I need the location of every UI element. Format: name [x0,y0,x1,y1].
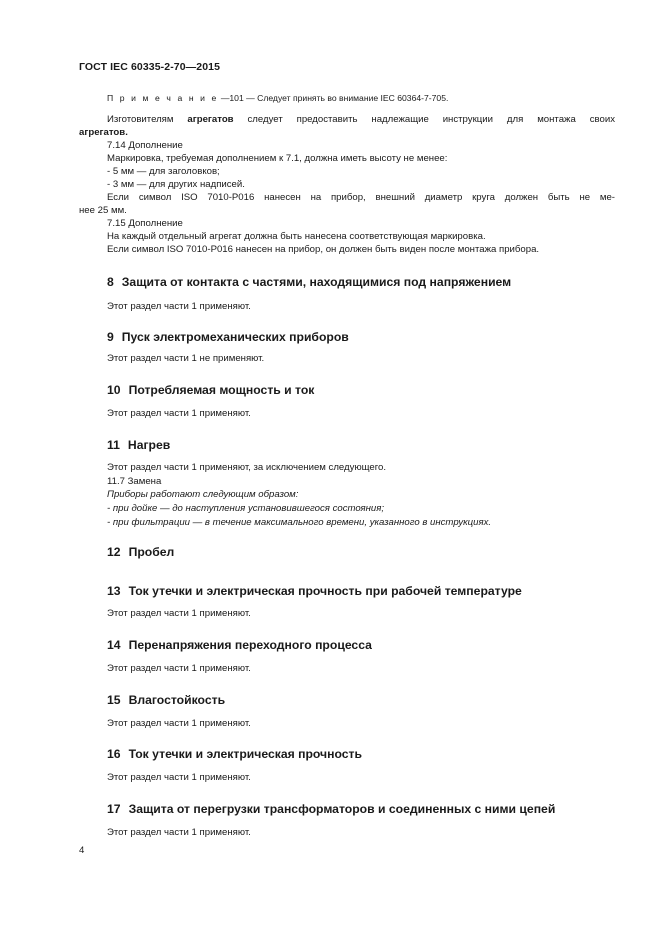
intro-text-pre: Изготовителям [107,114,188,125]
section-body-9: Этот раздел части 1 не применяют. [107,353,265,364]
clause-7-15-title: 7.15 Дополнение [107,218,183,229]
intro-bold-term: агрегатов [187,114,234,125]
note-text: —101 — Следует принять во внимание IEC 60364-7-705. [220,93,449,103]
section-heading-16 [107,747,362,761]
clause-7-14-item-2: - 3 мм — для других надписей. [107,179,245,190]
section-title: Ток утечки и электрическая прочность при рабочей температуре [128,584,522,598]
section-body-15: Этот раздел части 1 применяют. [107,718,251,729]
section-title: Потребляемая мощность и ток [128,383,315,397]
section-number: 14 [107,638,121,652]
section-title: Защита от контакта с частями, находящимися под напряжением [121,275,512,289]
section-heading-8 [107,275,511,289]
section-body-13: Этот раздел части 1 применяют. [107,608,251,619]
section-number: 11 [107,438,120,452]
section-heading-17 [107,802,555,816]
section-heading-15 [107,693,225,707]
section-number: 15 [107,693,121,707]
intro-paragraph-line2: агрегатов. [79,127,128,138]
section-title: Влагостойкость [128,693,226,707]
clause-7-14-iso-line1: Если символ ISO 7010-P016 нанесен на прибор, внешний диаметр круга должен быть не ме- [107,192,615,203]
section-title: Пуск электромеханических приборов [121,330,349,344]
note [107,93,448,103]
section-number: 8 [107,275,114,289]
note-label: П р и м е ч а н и е [107,93,219,103]
section-title: Пробел [128,545,175,559]
clause-7-15-text-1: На каждый отдельный агрегат должна быть нанесена соответствующая маркировка. [107,231,486,242]
clause-7-15-text-2: Если символ ISO 7010-P016 нанесен на прибор, он должен быть виден после монтажа прибора. [107,244,540,255]
intro-paragraph-line1 [107,113,615,126]
section-body-11: Этот раздел части 1 применяют, за исключением следующего. [107,462,387,473]
clause-11-7-item-1: - при дойке — до наступления установившегося состояния; [107,503,385,514]
section-heading-9 [107,330,349,344]
section-number: 17 [107,802,121,816]
clause-7-14-title: 7.14 Дополнение [107,140,183,151]
section-heading-14 [107,638,372,652]
clause-11-7-title: 11.7 Замена [107,476,162,487]
clause-11-7-item-2: - при фильтрации — в течение максимального времени, указанного в инструкциях. [107,517,492,528]
section-heading-12 [107,545,174,559]
section-title: Нагрев [127,438,171,452]
section-body-8: Этот раздел части 1 применяют. [107,301,251,312]
section-heading-13 [107,584,522,598]
standard-header: ГОСТ IEC 60335-2-70—2015 [79,61,221,73]
section-number: 10 [107,383,121,397]
section-heading-10 [107,383,314,397]
section-number: 9 [107,330,114,344]
section-body-14: Этот раздел части 1 применяют. [107,663,251,674]
clause-11-7-intro: Приборы работают следующим образом: [107,489,299,500]
clause-7-14-item-1: - 5 мм — для заголовков; [107,166,220,177]
page-number: 4 [79,845,85,856]
clause-7-14-text: Маркировка, требуемая дополнением к 7.1, должна иметь высоту не менее: [107,153,448,164]
clause-7-14-iso-line2: нее 25 мм. [79,205,127,216]
section-number: 13 [107,584,121,598]
section-heading-11 [107,438,170,452]
section-body-10: Этот раздел части 1 применяют. [107,408,251,419]
section-title: Ток утечки и электрическая прочность [128,747,363,761]
section-body-16: Этот раздел части 1 применяют. [107,772,251,783]
section-body-17: Этот раздел части 1 применяют. [107,827,251,838]
intro-text-post: следует предоставить надлежащие инструкции для монтажа своих [233,114,615,125]
section-number: 16 [107,747,121,761]
section-title: Перенапряжения переходного процесса [128,638,372,652]
section-title: Защита от перегрузки трансформаторов и соединенных с ними цепей [128,802,556,816]
section-number: 12 [107,545,121,559]
